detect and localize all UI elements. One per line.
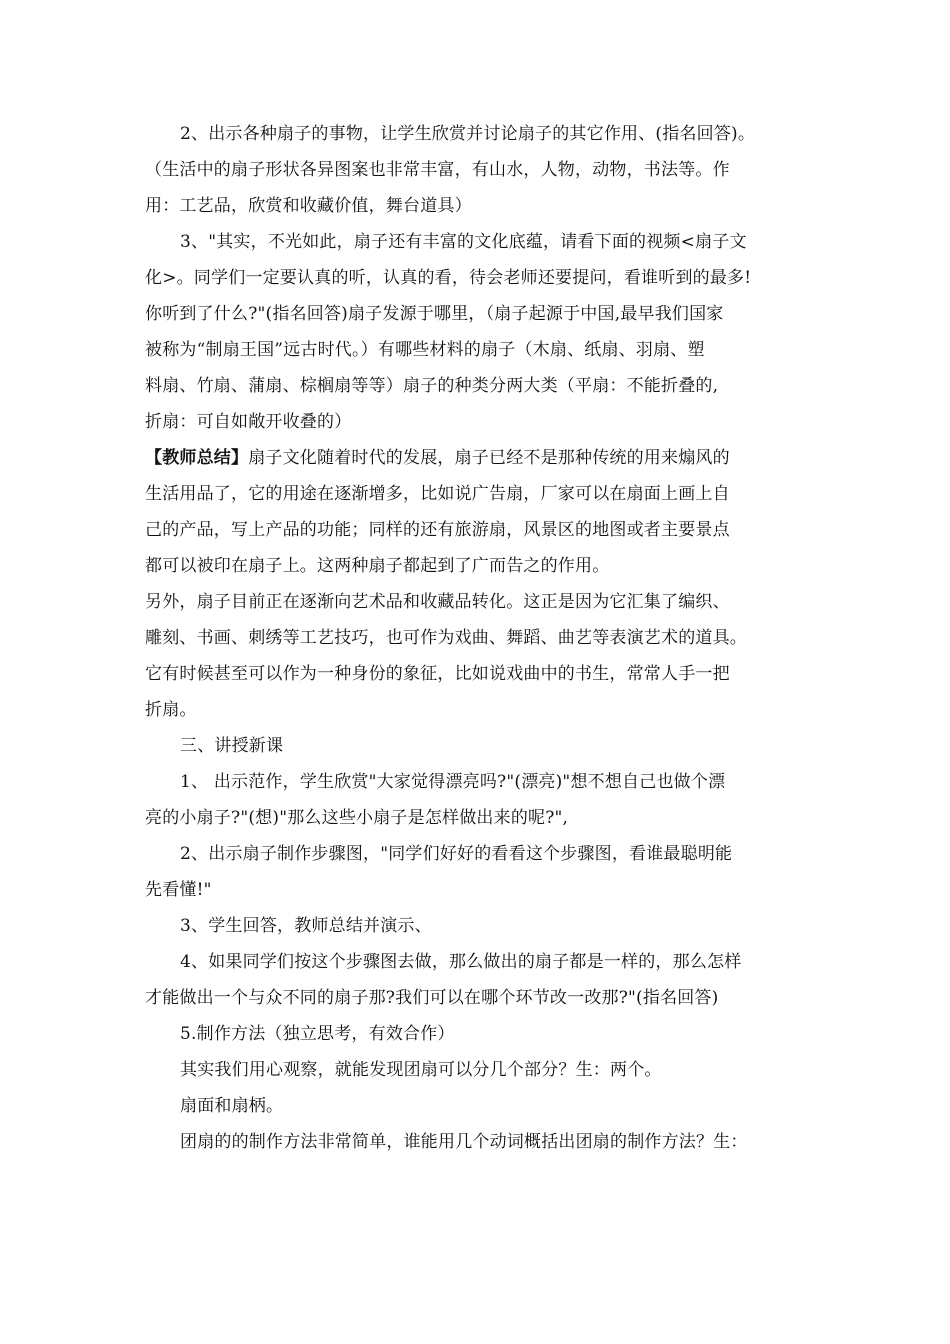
text-line: 3、学生回答，教师总结并演示、: [180, 916, 432, 936]
text-line: 三、讲授新课: [180, 736, 284, 756]
text-line: 用：工艺品，欣赏和收藏价值，舞台道具）: [145, 196, 472, 216]
document-body: [145, 116, 825, 1160]
text-line: 才能做出一个与众不同的扇子那?我们可以在哪个环节改一改那?"(指名回答): [145, 988, 719, 1008]
text-line: 它有时候甚至可以作为一种身份的象征，比如说戏曲中的书生，常常人手一把: [145, 664, 730, 684]
text-line: 生活用品了，它的用途在逐渐增多，比如说广告扇，厂家可以在扇面上画上自: [145, 484, 730, 504]
text-line: 你听到了什么?"(指名回答)扇子发源于哪里，（扇子起源于中国,最早我们国家: [145, 304, 724, 324]
text-line: （生活中的扇子形状各异图案也非常丰富，有山水，人物，动物，书法等。作: [145, 160, 730, 180]
text-line: 3、"其实，不光如此，扇子还有丰富的文化底蕴，请看下面的视频<扇子文: [180, 232, 747, 252]
line-text: 扇子文化随着时代的发展，扇子已经不是那种传统的用来煽风的: [248, 448, 730, 468]
text-line: 2、出示扇子制作步骤图，"同学们好好的看看这个步骤图，看谁最聪明能: [180, 844, 733, 864]
text-line: 5.制作方法（独立思考，有效合作）: [180, 1024, 455, 1044]
text-line: 化>。同学们一定要认真的听，认真的看，待会老师还要提问，看谁听到的最多!: [145, 268, 752, 288]
text-line: 雕刻、书画、刺绣等工艺技巧，也可作为戏曲、舞蹈、曲艺等表演艺术的道具。: [145, 628, 747, 648]
text-line: 扇面和扇柄。: [180, 1096, 284, 1116]
text-line: 己的产品，写上产品的功能；同样的还有旅游扇，风景区的地图或者主要景点: [145, 520, 730, 540]
text-line: 4、如果同学们按这个步骤图去做，那么做出的扇子都是一样的，那么怎样: [180, 952, 742, 972]
text-line: 折扇：可自如敞开收叠的）: [145, 412, 352, 432]
summary-label: 【教师总结】: [145, 448, 249, 468]
text-line: 团扇的的制作方法非常简单，谁能用几个动词概括出团扇的制作方法？生：: [180, 1132, 748, 1152]
text-line: 被称为“制扇王国”远古时代。）有哪些材料的扇子（木扇、纸扇、羽扇、塑: [145, 340, 705, 360]
text-line: 1、 出示范作，学生欣赏"大家觉得漂亮吗?"(漂亮)"想不想自己也做个漂: [180, 772, 726, 792]
text-line: 先看懂!": [145, 880, 212, 900]
text-line: 2、出示各种扇子的事物，让学生欣赏并讨论扇子的其它作用、(指名回答)。: [180, 124, 756, 144]
text-line: 料扇、竹扇、蒲扇、棕榈扇等等）扇子的种类分两大类（平扇：不能折叠的,: [145, 376, 719, 396]
text-line: [145, 440, 825, 476]
text-line: 折扇。: [145, 700, 197, 720]
text-line: 都可以被印在扇子上。这两种扇子都起到了广而告之的作用。: [145, 556, 610, 576]
text-line: 亮的小扇子?"(想)"那么这些小扇子是怎样做出来的呢?",: [145, 808, 569, 828]
text-line: 另外，扇子目前正在逐渐向艺术品和收藏品转化。这正是因为它汇集了编织、: [145, 592, 730, 612]
text-line: 其实我们用心观察，就能发现团扇可以分几个部分？生：两个。: [180, 1060, 662, 1080]
